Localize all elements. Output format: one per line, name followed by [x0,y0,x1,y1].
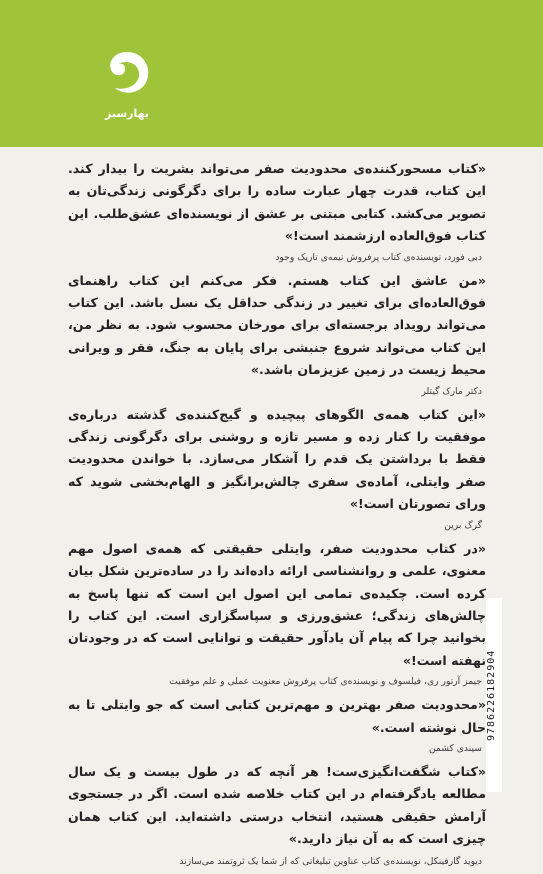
review-author-3: گرگ برین [444,519,482,531]
review-quote-6: «کتاب شگفت‌انگیزی‌ست! هر آنچه که در طول بیست و یک سال مطالعه یادگرفته‌ام در این کتاب خلاصه شده است. اگر در جستجوی آرامش حقیقی هستید، انتخاب درستی داشته‌اید. این کتاب همان چیزی است که به آن نیاز دارید.» [68,763,486,847]
review-author-1: دبی فورد، نویسنده‌ی کتاب پرفروش نیمه‌ی تاریک وجود [275,251,482,263]
green-header-band [0,0,543,147]
review-author-4: جیمز آرتور ری، فیلسوف و نویسنده‌ی کتاب پرفروش معنویت عملی و علم موفقیت [169,676,482,688]
review-quote-5: «محدودیت صفر بهترین و مهم‌ترین کتابی است که جو وایتلی تا به حال نوشته است.» [68,697,486,735]
review-author-5: سیندی کشمن [428,742,482,754]
review-quote-4: «در کتاب محدودیت صفر، وایتلی حقیقتی که همه‌ی اصول مهم معنوی، علمی و روانشناسی ارائه داده‌اند را در ساده‌ترین شکل بیان کرده است. چکیده‌ی تمامی این اصول این است که تنها پاسخ به چالش‌های زندگی؛ عشق‌ورزی و سپاسگزاری است. این کتاب را بخوانید چرا که پیام آن یادآور حقیقت و توانایی است که در وجودتان نهفته است!» [68,540,486,668]
isbn-barcode-number: 9786226182904 [486,649,497,741]
review-quote-1: «کتاب مسحورکننده‌ی محدودیت صفر می‌تواند بشریت را بیدار کند. این کتاب، قدرت چهار عبارت ساده را برای دگرگونی زندگی‌تان به تصویر می‌کشد. کتابی مبتنی بر عشق از نویسنده‌ای عشق‌طلب. این کتاب فوق‌العاده ارزشمند است!» [68,161,486,244]
leaf-logo-icon [98,46,156,108]
review-quote-2: «من عاشق این کتاب هستم. فکر می‌کنم این کتاب راهنمای فوق‌العاده‌ای برای تغییر در زندگی حداقل یک نسل باشد. این کتاب می‌تواند رویداد برجسته‌ای برای مورخان محسوب شود. به نظر من، این کتاب می‌تواند شروع جنبشی برای پایان به جنگ، فقر و ویرانی محیط زیست در زمین عزیزمان باشد.» [68,272,486,378]
publisher-logo [98,46,156,126]
review-author-6: دیوید گارفینکل، نویسنده‌ی کتاب عناوین تبلیغاتی که از شما یک ثروتمند می‌سازند [179,855,482,867]
reviews-column [68,158,486,874]
review-quote-3: «این کتاب همه‌ی الگوهای پیچیده و گیج‌کننده‌ی گذشته درباره‌ی موفقیت را کنار زده و مسیر تازه و روشنی برای دگرگونی زندگی فقط با برداشتن یک قدم را آشکار می‌سازد. با خواندن محدودیت صفر وایتلی، آماده‌ی سفری چالش‌برانگیز و الهام‌بخشی شوید که ورای تصورتان است!» [68,406,486,512]
publisher-name: بهارسبز [104,107,149,120]
review-author-2: دکتر مارک گیتلر [421,385,482,397]
